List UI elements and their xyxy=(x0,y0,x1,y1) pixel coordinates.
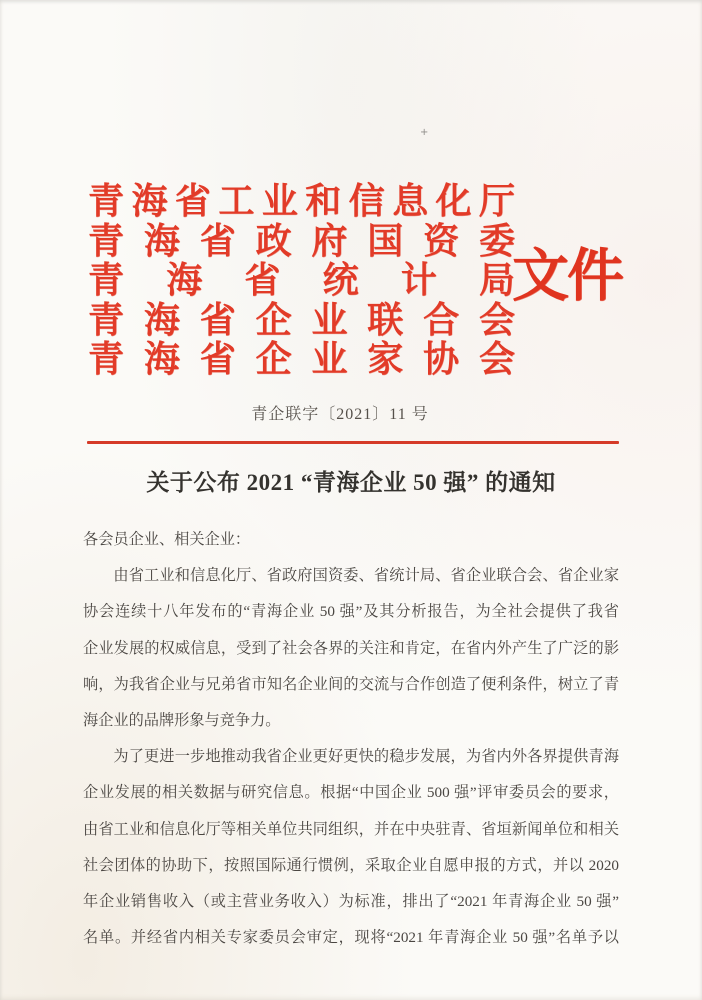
paragraph-1 xyxy=(83,558,619,739)
paragraph-2-line: 名单。并经省内相关专家委员会审定，现将“2021 年青海企业 50 强”名单予以 xyxy=(83,929,619,947)
letterhead xyxy=(88,182,620,380)
letterhead-org-1: 青海省工业和信息化厅 xyxy=(88,181,515,221)
letterhead-org-5: 青海省企业家协会 xyxy=(88,339,515,379)
document-title: 关于公布 2021 “青海企业 50 强” 的通知 xyxy=(146,470,556,495)
letterhead-org-2: 青海省政府国资委 xyxy=(88,220,515,261)
paragraph-1-line: 企业发展的权威信息，受到了社会各界的关注和肯定，在省内外产生了广泛的影 xyxy=(83,639,619,657)
paragraph-2-line: 由省工业和信息化厅等相关单位共同组织，并在中央驻青、省垣新闻单位和相关 xyxy=(83,820,619,838)
paragraph-1-line: 海企业的品牌形象与竞争力。 xyxy=(83,712,281,730)
paragraph-2-line: 社会团体的协助下，按照国际通行惯例，采取企业自愿申报的方式，并以 2020 xyxy=(83,856,619,874)
letterhead-org-4: 青海省企业联合会 xyxy=(88,299,515,340)
wenjian-document-mark: 文件 xyxy=(512,245,622,308)
red-separator-rule xyxy=(87,441,619,444)
letterhead-org-list xyxy=(88,182,515,380)
document-reference-number: 青企联字〔2021〕11 号 xyxy=(251,406,429,423)
paragraph-1-line: 响，为我省企业与兄弟省市知名企业间的交流与合作创造了便利条件，树立了青 xyxy=(83,675,619,693)
salutation-line: 各会员企业、相关企业： xyxy=(83,531,251,548)
paragraph-1-line: 协会连续十八年发布的“青海企业 50 强”及其分析报告，为全社会提供了我省 xyxy=(83,603,619,621)
paragraph-1-line: 由省工业和信息化厅、省政府国资委、省统计局、省企业联合会、省企业家 xyxy=(113,567,619,585)
paragraph-2-line: 为了更进一步地推动我省企业更好更快的稳步发展，为省内外各界提供青海 xyxy=(113,748,619,766)
letterhead-org-3: 青海省统计局 xyxy=(88,260,515,300)
scan-registration-mark: + xyxy=(420,127,429,138)
paragraph-2-line: 年企业销售收入（或主营业务收入）为标准，排出了“2021 年青海企业 50 强” xyxy=(83,893,619,911)
paragraph-2 xyxy=(83,739,619,956)
paragraph-2-line: 企业发展的相关数据与研究信息。根据“中国企业 500 强”评审委员会的要求， xyxy=(83,784,619,802)
document-body xyxy=(83,522,619,956)
